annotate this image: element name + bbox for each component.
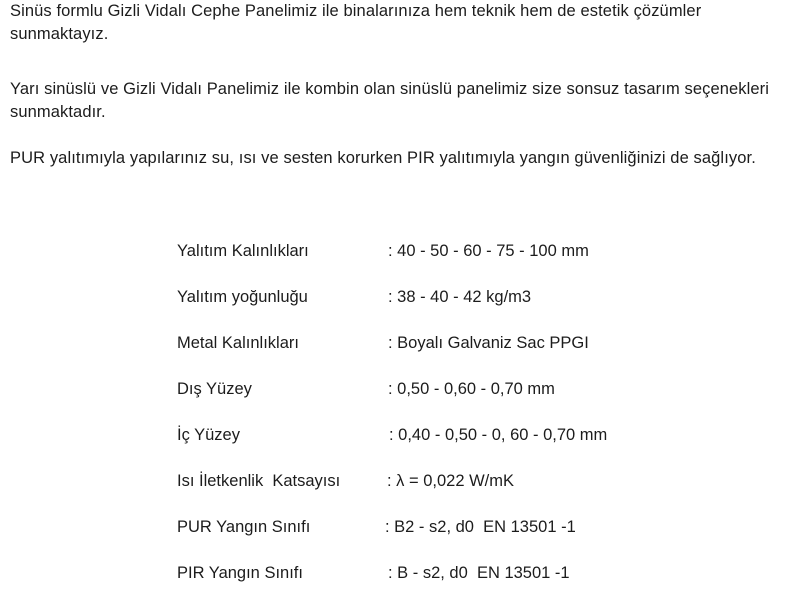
intro-paragraph-insulation: PUR yalıtımıyla yapılarınız su, ısı ve sesten korurken PIR yalıtımıyla yangın güvenliğinizi de sağlıyor. [10, 149, 756, 167]
spec-value: : B - s2, d0 EN 13501 -1 [388, 564, 570, 582]
spec-value: : 38 - 40 - 42 kg/m3 [388, 288, 532, 306]
spec-label: Metal Kalınlıkları [177, 334, 299, 352]
spec-value: : Boyalı Galvaniz Sac PPGI [388, 334, 589, 352]
spec-label: Yalıtım yoğunluğu [177, 288, 308, 306]
spec-label: Dış Yüzey [177, 380, 252, 398]
spec-row-metal-thickness [177, 330, 777, 376]
spec-label: Yalıtım Kalınlıkları [177, 242, 309, 260]
spec-row-insulation-thickness [177, 238, 777, 284]
spec-value: : 40 - 50 - 60 - 75 - 100 mm [388, 242, 589, 260]
spec-value: : 0,40 - 0,50 - 0, 60 - 0,70 mm [389, 426, 608, 444]
spec-value: : 0,50 - 0,60 - 0,70 mm [388, 380, 555, 398]
spec-row-pir-fire-class [177, 560, 777, 606]
spec-row-insulation-density [177, 284, 777, 330]
spec-row-pur-fire-class [177, 514, 777, 560]
spec-value: : B2 - s2, d0 EN 13501 -1 [385, 518, 576, 536]
spec-label: Isı İletkenlik Katsayısı [177, 472, 341, 490]
intro-paragraph-facade: Sinüs formlu Gizli Vidalı Cephe Panelimiz ile binalarınıza hem teknik hem de estetik çözümler sunmaktayız. [10, 2, 702, 43]
spec-table [177, 238, 777, 606]
spec-label: İç Yüzey [177, 426, 240, 444]
spec-label: PIR Yangın Sınıfı [177, 564, 303, 582]
spec-value: : λ = 0,022 W/mK [387, 472, 515, 490]
spec-row-inner-surface [177, 422, 777, 468]
spec-label: PUR Yangın Sınıfı [177, 518, 311, 536]
spec-row-outer-surface [177, 376, 777, 422]
intro-paragraph-design: Yarı sinüslü ve Gizli Vidalı Panelimiz ile kombin olan sinüslü panelimiz size sonsuz tasarım seçenekleri sunmaktadır. [10, 80, 770, 121]
spec-row-thermal-conductivity [177, 468, 777, 514]
